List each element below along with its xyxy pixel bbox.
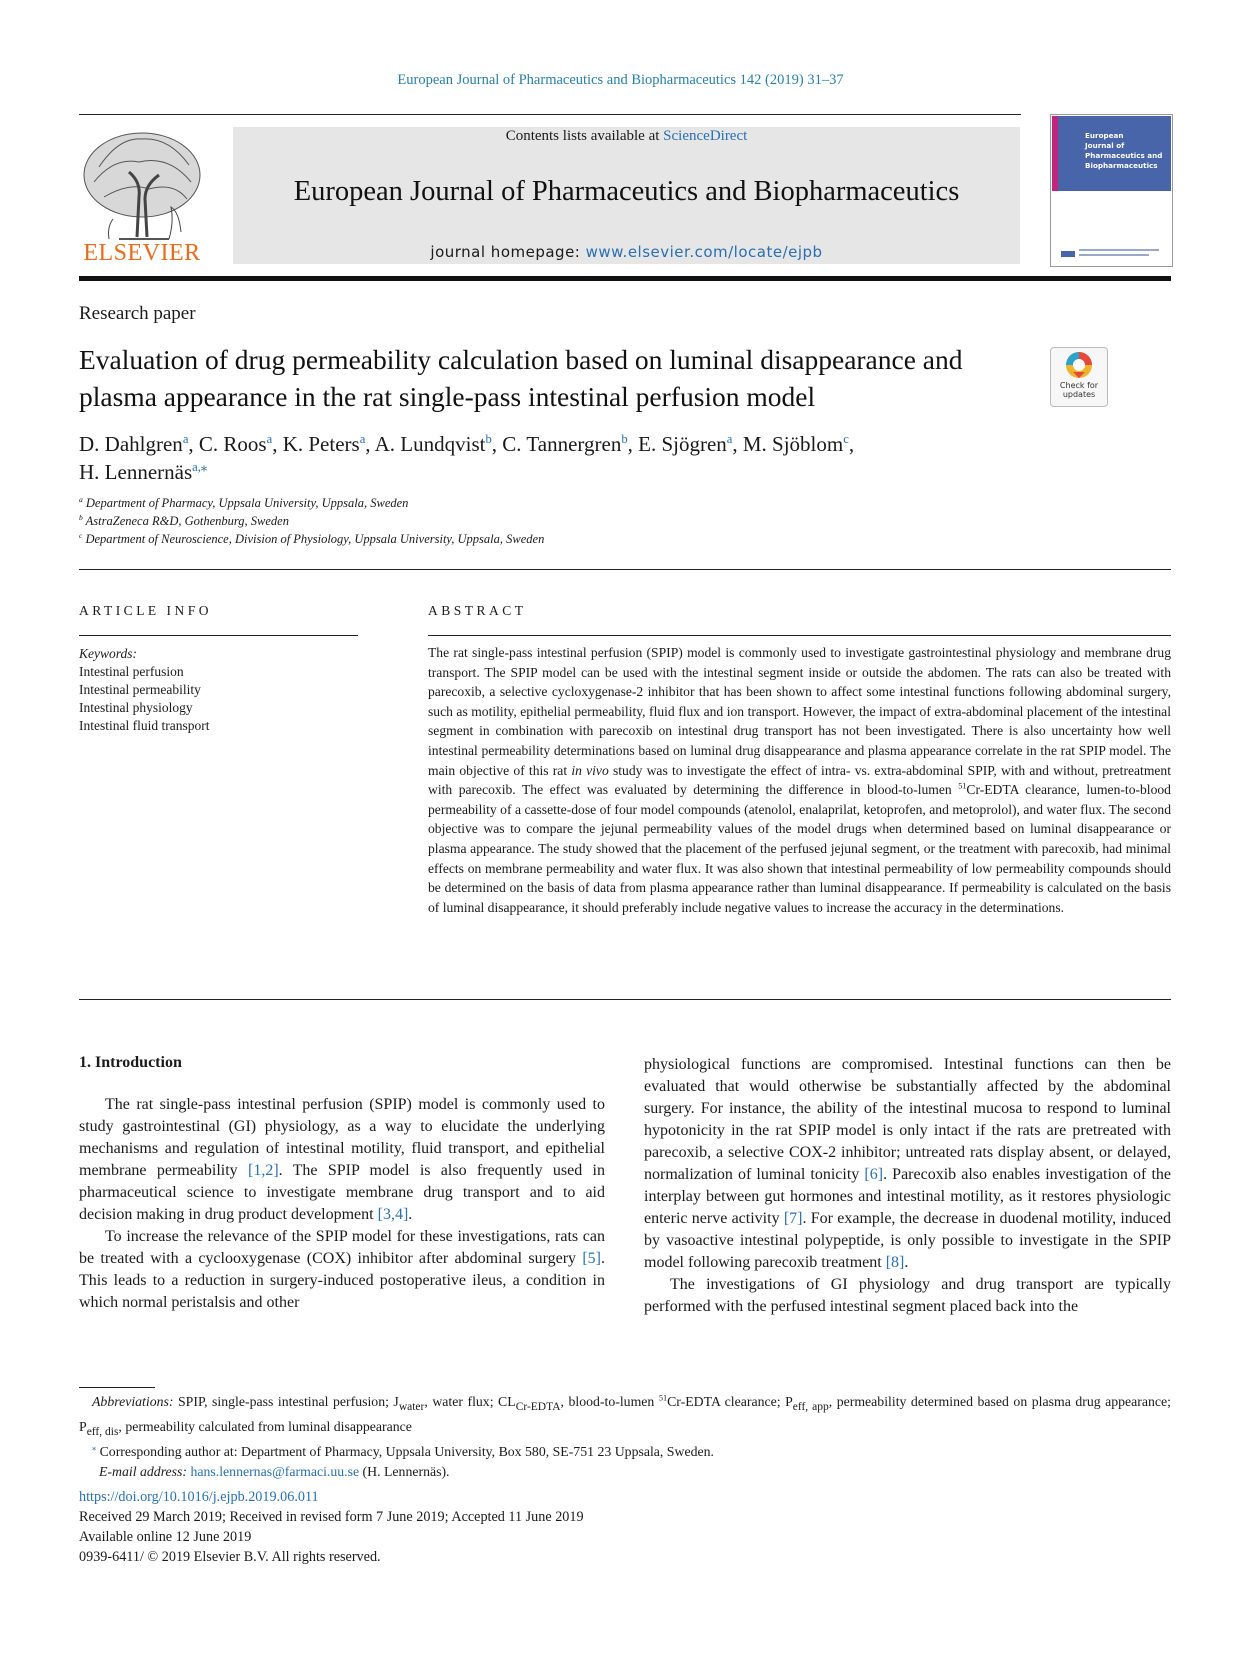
- article-title: Evaluation of drug permeability calculation based on luminal disappearance and plasma appearance in the rat single-pass intestinal perfusion model: [79, 344, 963, 412]
- citation-link[interactable]: [3,4]: [377, 1206, 409, 1223]
- article-info-label: ARTICLE INFO: [79, 603, 213, 618]
- keywords-label: Keywords:: [79, 646, 137, 661]
- keywords-block: [79, 645, 359, 735]
- header-rule: [79, 114, 1021, 115]
- author[interactable]: A. Lundqvist$^b$: [374, 432, 492, 456]
- section-heading: 1. Introduction: [79, 1054, 182, 1071]
- author[interactable]: H. Lennernäs$^{a,⁎}$: [79, 460, 208, 484]
- paragraph: The investigations of GI physiology and drug transport are typically performed with the perfused intestinal segment placed back into the: [644, 1276, 1171, 1315]
- journal-cover-thumbnail[interactable]: [1050, 114, 1173, 267]
- author[interactable]: D. Dahlgren$^a$: [79, 432, 189, 456]
- citation-link[interactable]: [6]: [864, 1166, 884, 1183]
- body-column-right: [644, 1054, 1171, 1318]
- check-for-updates-badge[interactable]: [1050, 347, 1108, 407]
- affiliation: $^c$ Department of Neuroscience, Division of Physiology, Uppsala University, Uppsala, Sweden: [79, 530, 545, 546]
- doi-link[interactable]: https://doi.org/10.1016/j.ejpb.2019.06.011: [79, 1489, 319, 1505]
- homepage-link[interactable]: www.elsevier.com/locate/ejpb: [585, 243, 823, 261]
- paragraph: physiological functions are compromised. Intestinal functions can then be evaluated that would otherwise be substantially affected by the abdominal surgery. For instance, the ability of the intestinal mucosa to respond to luminal hypotonicity in the rat SPIP model is only intact if the rats are pretreated with parecoxib, a selective COX-2 inhibitor; untreated rats display absent, or delayed, normalization of luminal tonicity [6]. Parecoxib also enables investigation of the interplay between gut hormones and intestinal motility, as it restores physiologic enteric nerve activity [7]. For example, the decrease in duodenal motility, induced by vasoactive intestinal polypeptide, is only possible to investigate in the SPIP model following parecoxib treatment [8].: [644, 1056, 1171, 1271]
- email-footnote: E-mail address: hans.lennernas@farmaci.uu.se (H. Lennernäs).: [99, 1463, 450, 1479]
- contents-prefix: Contents lists available at: [505, 128, 664, 144]
- cover-title-line: Journal of: [1085, 141, 1125, 150]
- article-info-rule: [79, 635, 358, 636]
- cover-stripe: [1052, 116, 1058, 191]
- footnotes: [79, 1392, 1171, 1482]
- paragraph: The rat single-pass intestinal perfusion (SPIP) model is commonly used to study gastrointestinal (GI) physiology, as a way to elucidate the underlying mechanisms and regulation of intestinal motility, fluid transport, and epithelial membrane permeability [1,2]. The SPIP model is also frequently used in pharmaceutical science to investigate membrane drug transport and to aid decision making in drug product development [3,4].: [79, 1096, 605, 1223]
- cover-title-line: Pharmaceutics and: [1085, 151, 1163, 160]
- received-dates: Received 29 March 2019; Received in revised form 7 June 2019; Accepted 11 June 2019: [79, 1509, 584, 1525]
- email-link[interactable]: hans.lennernas@farmaci.uu.se: [190, 1463, 360, 1479]
- keyword: Intestinal perfusion: [79, 664, 184, 679]
- homepage-prefix: journal homepage:: [430, 243, 586, 261]
- running-head[interactable]: European Journal of Pharmaceutics and Biopharmaceutics 142 (2019) 31–37: [397, 72, 844, 88]
- available-online: Available online 12 June 2019: [79, 1529, 252, 1545]
- author[interactable]: M. Sjöblom$^c$: [742, 432, 849, 456]
- publication-info: [79, 1487, 879, 1567]
- affiliation: $^b$ AstraZeneca R&D, Gothenburg, Sweden: [79, 512, 289, 528]
- sciencedirect-link[interactable]: ScienceDirect: [663, 128, 748, 144]
- author-list: D. Dahlgren$^a$, C. Roos$^a$, K. Peters$^a$, A. Lundqvist$^b$, C. Tannergren$^b$, E. Sjögren$^a$, M. Sjöblom$^c$, H. Lennernäs$^{a,⁎}$: [79, 432, 855, 484]
- citation-link[interactable]: [5]: [582, 1250, 601, 1267]
- article-type: Research paper: [79, 303, 196, 324]
- abstract-end-rule: [79, 999, 1171, 1000]
- abstract-label: ABSTRACT: [428, 603, 527, 618]
- check-updates-label: Check for updates: [1059, 381, 1099, 399]
- paragraph: To increase the relevance of the SPIP model for these investigations, rats can be treated with a cyclooxygenase (COX) inhibitor after abdominal surgery [5]. This leads to a reduction in surgery-induced postoperative ileus, a condition in which normal peristalsis and other: [79, 1228, 605, 1311]
- cover-title-line: European: [1085, 131, 1124, 140]
- cover-title-line: Biopharmaceutics: [1085, 161, 1158, 170]
- keyword: Intestinal fluid transport: [79, 718, 210, 733]
- corresponding-author-footnote: ⁎ Corresponding author at: Department of Pharmacy, Uppsala University, Box 580, SE-751 23 Uppsala, Sweden.: [92, 1442, 714, 1459]
- body-column-left: [79, 1094, 605, 1314]
- cover-footer-logo: [1061, 243, 1165, 263]
- elsevier-wordmark: ELSEVIER: [83, 240, 201, 266]
- author[interactable]: K. Peters$^a$: [282, 432, 366, 456]
- author[interactable]: C. Roos$^a$: [198, 432, 273, 456]
- author[interactable]: E. Sjögren$^a$: [638, 432, 733, 456]
- citation-link[interactable]: [8]: [885, 1254, 905, 1271]
- header-thick-rule: [79, 276, 1171, 281]
- journal-homepage-line: [233, 243, 1020, 261]
- abbreviations-footnote: Abbreviations: SPIP, single-pass intestinal perfusion; $J_{water}$, water flux; $CL_{Cr-EDTA}$, blood-to-lumen $^{51}$Cr-EDTA clearance; $P_{eff, app}$, permeability determined based on plasma drug appearance; $P_{eff, dis}$, permeability calculated from luminal disappearance: [79, 1393, 1172, 1438]
- affiliation: $^a$ Department of Pharmacy, Uppsala University, Uppsala, Sweden: [79, 494, 409, 510]
- contents-available-line: [233, 128, 1020, 145]
- abstract-rule: [428, 635, 1171, 636]
- check-updates-icon: [1051, 348, 1107, 382]
- section-rule: [79, 569, 1171, 570]
- footnote-rule: [79, 1387, 155, 1388]
- copyright: 0939-6411/ © 2019 Elsevier B.V. All rights reserved.: [79, 1549, 381, 1565]
- citation-link[interactable]: [7]: [783, 1210, 803, 1227]
- cover-title: [1085, 131, 1171, 171]
- keyword: Intestinal permeability: [79, 682, 201, 697]
- author[interactable]: C. Tannergren$^b$: [502, 432, 628, 456]
- keyword: Intestinal physiology: [79, 700, 193, 715]
- abstract-text: The rat single-pass intestinal perfusion (SPIP) model is commonly used to investigate gastrointestinal physiology and membrane drug transport. The SPIP model can be used with the intestinal segment inside or outside the abdomen. The rats can also be treated with parecoxib, a selective cycloxygenase-2 inhibitor that has been shown to affect some intestinal functions following abdominal surgery, such as motility, epithelial permeability, fluid flux and ion transport. However, the impact of extra-abdominal placement of the intestinal segment in combination with parecoxib on intestinal drug transport has not been investigated. There is also uncertainty how well intestinal permeability determinations based on luminal drug disappearance and plasma appearance correlate in the rat SPIP model. The main objective of this rat in vivo study was to investigate the effect of intra- vs. extra-abdominal SPIP, with and without, pretreatment with parecoxib. The effect was evaluated by determining the difference in blood-to-lumen $^{51}$Cr-EDTA clearance, lumen-to-blood permeability of a cassette-dose of four model compounds (atenolol, enalaprilat, ketoprofen, and metoprolol), and water flux. The second objective was to compare the jejunal permeability values of the model drugs when determined based on luminal disappearance or plasma appearance. The study showed that the placement of the perfused jejunal segment, or the treatment with parecoxib, had minimal effects on membrane permeability and water flux. It was also shown that intestinal permeability of low permeability compounds should be determined on the basis of data from plasma appearance rather than luminal disappearance. If permeability is calculated on the basis of luminal disappearance, it should preferably include negative values to increase the accuracy in the determinations.: [428, 645, 1171, 915]
- journal-title: European Journal of Pharmaceutics and Biopharmaceutics: [293, 176, 960, 207]
- citation-link[interactable]: [1,2]: [247, 1162, 279, 1179]
